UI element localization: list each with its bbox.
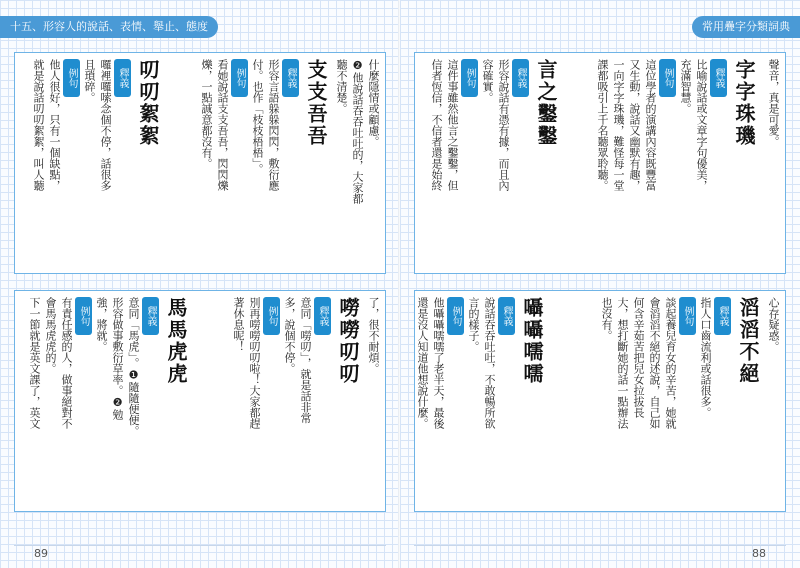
headword: 馬馬虎虎: [164, 297, 188, 385]
headword: 嘮嘮叨叨: [336, 297, 360, 385]
meaning-label: 釋義: [714, 297, 731, 335]
text-line: 聲音，真是可愛。: [767, 59, 780, 147]
text-line: 形容言語躲躲閃閃，敷衍應: [267, 59, 280, 191]
example-label: 例句: [63, 59, 80, 97]
entry-daodaoxuxu: [30, 53, 165, 273]
entry-laolaodaodao: [230, 291, 381, 511]
entry-zhizhiwuwu: [198, 53, 333, 273]
page-number: 89: [34, 547, 48, 560]
text-line: 形容說話有憑有據，而且內: [497, 59, 510, 191]
example-label: 例句: [679, 297, 696, 335]
meaning-label: 釋義: [114, 59, 131, 97]
text-line: 心存疑惑。: [767, 297, 780, 352]
text-line: 他囁囁嚅嚅了老半天，最後: [432, 297, 445, 429]
example-label: 例句: [447, 297, 464, 335]
text-line: 下一節就是英文課了，英文: [28, 297, 41, 429]
entry-continuation: [333, 53, 381, 273]
headword: 叨叨絮絮: [136, 59, 160, 147]
page-number: 88: [752, 547, 766, 560]
headword: 囁囁嚅嚅: [520, 297, 544, 385]
headword: 言之鑿鑿: [534, 59, 558, 147]
text-line: 比喻說話或文章字句優美，: [695, 59, 708, 191]
example-label: 例句: [231, 59, 248, 97]
text-line: 充滿智慧。: [679, 59, 692, 114]
example-label: 例句: [75, 297, 92, 335]
text-line: 意同「嘮叨」，就是話非常: [299, 297, 312, 424]
meaning-label: 釋義: [282, 59, 299, 97]
right-bottom-panel: [414, 290, 786, 512]
left-bottom-panel: [14, 290, 386, 512]
example-label: 例句: [461, 59, 478, 97]
text-line: 信者恆信，不信者還是始終: [430, 59, 443, 191]
text-line: 大，想打斷她的話一點辦法: [616, 297, 629, 429]
meaning-label: 釋義: [498, 297, 515, 335]
text-line: 言的樣子。: [467, 297, 480, 352]
entry-yanzhizaozao: [428, 53, 563, 273]
text-line: 會滔滔不絕的述說，自己如: [648, 297, 661, 429]
text-line: 也沒有。: [600, 297, 613, 341]
text-line: 別再嘮嘮叨叨啦！大家都趕: [248, 297, 261, 429]
text-line: 說話吞吞吐吐，不敢暢所欲: [483, 297, 496, 429]
left-top-panel: [14, 52, 386, 274]
meaning-label: 釋義: [710, 59, 727, 97]
text-line: 付。也作「枝枝梧梧」。: [251, 59, 264, 175]
text-line: 指人口齒流利或話很多。: [699, 297, 712, 418]
text-line: 看她說話支支吾吾，閃閃爍: [216, 59, 229, 191]
text-line: 會馬馬虎虎的。: [44, 297, 57, 374]
meaning-label: 釋義: [512, 59, 529, 97]
footer-rule: [14, 545, 386, 546]
text-line: 形容做事敷衍草率。❷勉: [111, 297, 124, 420]
text-line: 有責任感的人，做事絕對不: [60, 297, 73, 429]
text-line: 什麼隱情或顧慮。: [367, 59, 380, 147]
right-page: [400, 0, 800, 568]
text-line: 強，將就。: [95, 297, 108, 352]
text-line: ❷他說話吞吞吐吐的，大家都: [351, 59, 364, 204]
text-line: 聽不清楚。: [335, 59, 348, 114]
entry-continuation: [765, 53, 781, 273]
text-line: 又生動，說話又幽默有趣，: [628, 59, 641, 191]
footer-rule: [414, 545, 786, 546]
text-line: 意同「馬虎」。❶隨隨便便。: [127, 297, 140, 437]
entry-taotaobujue: [598, 291, 781, 511]
headword: 字字珠璣: [732, 59, 756, 147]
text-line: 就是說話叨叨絮絮，叫人聽: [32, 59, 45, 191]
example-label: 例句: [659, 59, 676, 97]
meaning-label: 釋義: [142, 297, 159, 335]
text-line: 一向字字珠璣，難怪每一堂: [612, 59, 625, 191]
right-top-panel: [414, 52, 786, 274]
text-line: 談起養兒育女的辛苦，她就: [664, 297, 677, 429]
entry-nieniernuru: [414, 291, 549, 511]
text-line: 著休息呢！: [232, 297, 245, 352]
text-line: 這位學者的演講內容既豐富: [644, 59, 657, 191]
headword: 滔滔不絕: [736, 297, 760, 385]
text-line: 了，很不耐煩。: [367, 297, 380, 374]
text-line: 課都吸引上千名聽眾聆聽。: [596, 59, 609, 191]
text-line: 囉裡囉嗦念個不停，話很多: [99, 59, 112, 191]
text-line: 他人很好，只有一個缺點，: [48, 59, 61, 191]
text-line: 還是沒人知道他想說什麼。: [416, 297, 429, 429]
text-line: 且瑣碎。: [83, 59, 96, 103]
right-running-header: 常用疊字分類詞典: [692, 16, 800, 38]
headword: 支支吾吾: [304, 59, 328, 147]
meaning-label: 釋義: [314, 297, 331, 335]
text-line: 爍，一點誠意都沒有。: [200, 59, 213, 169]
text-line: 容確實。: [481, 59, 494, 103]
entry-mamahuhu: [26, 291, 193, 511]
left-running-header: 十五、形容人的說話、表情、舉止、態度: [0, 16, 218, 38]
text-line: 這件事雖然他言之鑿鑿，但: [446, 59, 459, 191]
text-line: 多，說個不停。: [283, 297, 296, 374]
text-line: 何含辛茹苦把兒女拉拔長: [632, 297, 645, 418]
example-label: 例句: [263, 297, 280, 335]
entry-zizizhuji: [594, 53, 761, 273]
